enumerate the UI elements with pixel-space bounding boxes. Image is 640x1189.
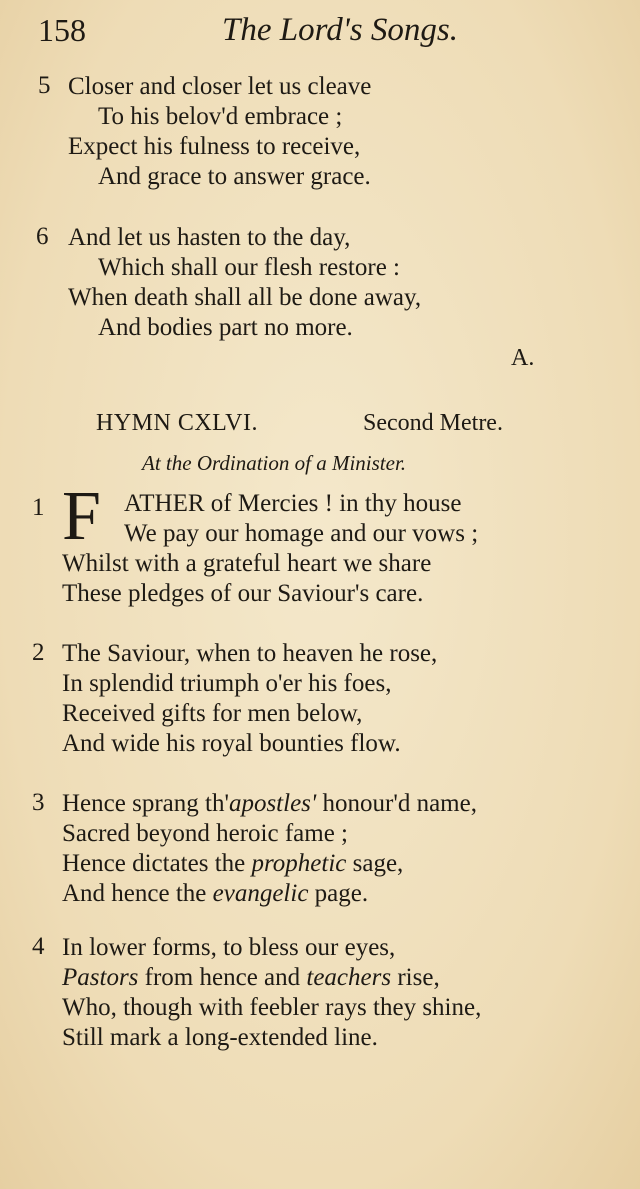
verse-line: Received gifts for men below, [62, 700, 363, 727]
stanza-number: 4 [32, 933, 45, 960]
italic-word: Pastors [62, 964, 139, 991]
verse-line: And wide his royal bounties flow. [62, 730, 401, 757]
hymn-occasion: At the Ordination of a Minister. [142, 451, 407, 475]
stanza-number: 5 [38, 72, 51, 99]
running-title: The Lord's Songs. [222, 12, 458, 48]
verse-line: Closer and closer let us cleave [68, 73, 372, 100]
verse-line: Hence sprang th'apostles' honour'd name, [62, 790, 477, 817]
drop-cap: F [62, 478, 101, 555]
italic-word: prophetic [251, 850, 347, 877]
verse-line: In lower forms, to bless our eyes, [62, 934, 396, 961]
hymn-title: HYMN CXLVI. [96, 410, 258, 436]
italic-word: apostles' [228, 790, 317, 817]
verse-line: To his belov'd embrace ; [98, 103, 343, 130]
verse-line: Which shall our flesh restore : [98, 254, 400, 281]
stanza-number: 1 [32, 494, 45, 521]
stanza-number: 2 [32, 639, 45, 666]
hymn-metre: Second Metre. [363, 410, 503, 436]
verse-line: Who, though with feebler rays they shine, [62, 994, 482, 1021]
verse-line: Still mark a long-extended line. [62, 1024, 378, 1051]
stanza-number: 6 [36, 223, 49, 250]
verse-line: These pledges of our Saviour's care. [62, 580, 424, 607]
verse-line: And let us hasten to the day, [68, 224, 351, 251]
page-number: 158 [38, 12, 86, 48]
verse-line: In splendid triumph o'er his foes, [62, 670, 392, 697]
verse-line: And grace to answer grace. [98, 163, 371, 190]
italic-word: evangelic [212, 880, 309, 907]
verse-line: And hence the evangelic page. [62, 880, 369, 907]
verse-line: When death shall all be done away, [68, 284, 422, 311]
verse-line: Expect his fulness to receive, [68, 133, 361, 160]
verse-line: And bodies part no more. [98, 314, 353, 341]
verse-line: Hence dictates the prophetic sage, [62, 850, 404, 877]
verse-line: Sacred beyond heroic fame ; [62, 820, 348, 847]
verse-line: The Saviour, when to heaven he rose, [62, 640, 438, 667]
verse-line: Pastors from hence and teachers rise, [62, 964, 440, 991]
verse-line: Whilst with a grateful heart we share [62, 550, 432, 577]
verse-line: ATHER of Mercies ! in thy house [124, 490, 462, 517]
stanza-number: 3 [32, 789, 45, 816]
author-signature: A. [511, 345, 535, 371]
italic-word: teachers [306, 964, 392, 991]
verse-line: We pay our homage and our vows ; [124, 520, 479, 547]
